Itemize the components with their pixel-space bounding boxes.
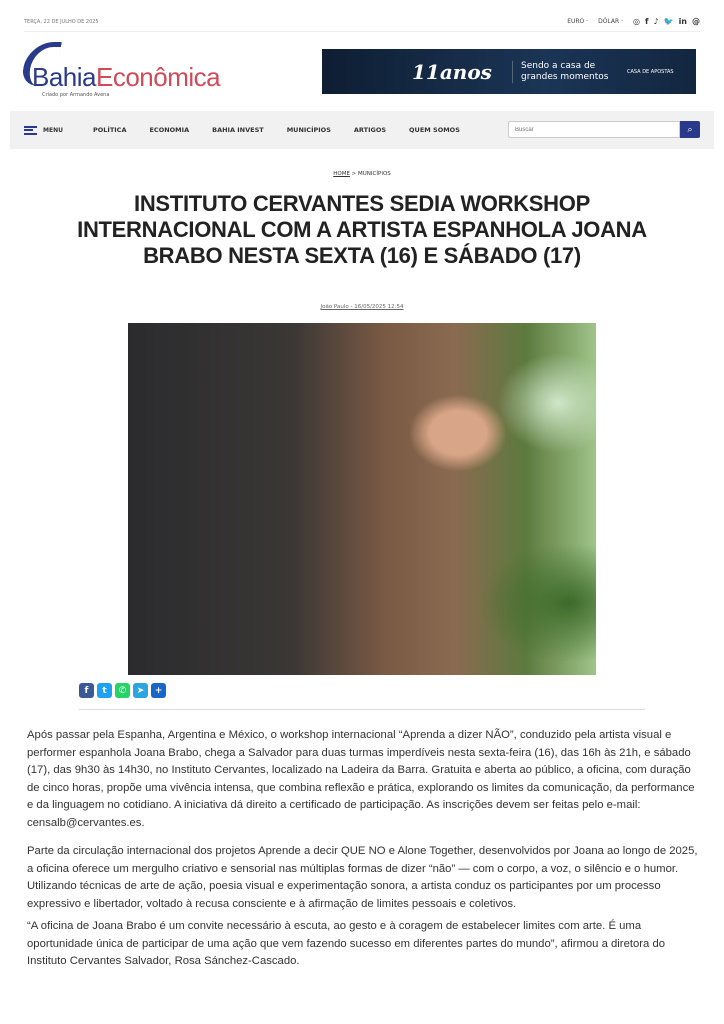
search-input[interactable] [508, 121, 680, 138]
paragraph: Após passar pela Espanha, Argentina e México, o workshop internacional “Aprenda a dizer NÃO”, conduzido pela artista visual e performer espanhola Joana Brabo, chega a Salvador para duas turmas imperdíveis nesta sexta-feira (16), das 16h às 21h, e sábado (17), das 9h30 às 14h30, no Instituto Cervantes, localizado na Ladeira da Barra. Gratuita e aberta ao público, a oficina, com duração de cinco horas, propõe uma vivência intensa, que combina reflexão e prática, explorando os limites da comunicação, da performance e da linguagem no cotidiano. A iniciativa dá direito a certificado de participação. As inscrições devem ser feitas pelo e-mail: censalb@cervantes.es. [27, 729, 695, 829]
instagram-icon[interactable]: ◎ [633, 17, 640, 26]
threads-icon[interactable]: @ [692, 17, 700, 26]
logo-name-bahia: Bahia [32, 62, 96, 92]
search-form [508, 121, 700, 138]
share-bar [79, 683, 166, 698]
article-byline[interactable]: João Paulo - 16/05/2025 12:54 [320, 304, 404, 310]
menu-label: MENU [43, 126, 63, 134]
divider [79, 709, 645, 710]
linkedin-icon[interactable]: in [678, 17, 687, 26]
nav-municipios[interactable]: MUNICÍPIOS [286, 126, 331, 134]
paragraph: Parte da circulação internacional dos projetos Aprende a decir QUE NO e Alone Together, desenvolvidos por Joana ao longo de 2025, a oficina oferece um mergulho criativo e sensorial nas múltiplas formas de dizer “não” — com o corpo, a voz, o silêncio e o humor. Utilizando técnicas de arte de ação, poesia visual e experimentação sonora, a artista conduz os participantes por um processo expressivo e libertador, voltado à recusa consciente e à afirmação de limites pessoais e coletivos. [27, 845, 698, 910]
main-nav [10, 111, 714, 149]
breadcrumb-section[interactable]: MUNICÍPIOS [358, 171, 391, 177]
nav-economia[interactable]: ECONOMIA [149, 126, 190, 134]
menu-button[interactable] [24, 126, 63, 135]
site-logo[interactable] [22, 42, 242, 102]
facebook-icon[interactable]: f [645, 17, 649, 26]
banner-slogan: Sendo a casa de grandes momentos [512, 61, 627, 83]
social-links [633, 17, 700, 26]
banner-anos: 11anos [412, 59, 492, 84]
article-title: INSTITUTO CERVANTES SEDIA WORKSHOP INTERNACIONAL COM A ARTISTA ESPANHOLA JOANA BRABO NESTA SEXTA (16) E SÁBADO (17) [77, 191, 647, 268]
euro-rate[interactable]: EURO · [567, 18, 589, 25]
twitter-icon[interactable]: t [97, 683, 112, 698]
banner-brand: CASA DE APOSTAS [627, 68, 674, 75]
nav-bahia-invest[interactable]: BAHIA INVEST [212, 126, 264, 134]
whatsapp-icon[interactable]: ✆ [115, 683, 130, 698]
telegram-icon[interactable]: ➤ [133, 683, 148, 698]
hamburger-icon [24, 126, 37, 135]
nav-politica[interactable]: POLÍTICA [92, 126, 127, 134]
twitter-icon[interactable]: 🐦 [663, 17, 674, 26]
paragraph: “A oficina de Joana Brabo é um convite necessário à escuta, ao gesto e à coragem de estabelecer limites com arte. É uma oportunidade única de participar de uma ação que vem fazendo sucesso em diferentes partes do mundo”, afirmou a diretora do Instituto Cervantes Salvador, Rosa Sánchez-Cascado. [27, 920, 666, 967]
breadcrumb [0, 171, 724, 177]
dolar-rate[interactable]: DÓLAR · [598, 18, 624, 25]
article-photo [128, 323, 596, 675]
breadcrumb-home[interactable]: HOME [333, 171, 350, 177]
tiktok-icon[interactable]: ♪ [653, 17, 659, 26]
search-icon: ⌕ [687, 124, 693, 135]
share-icon[interactable]: + [151, 683, 166, 698]
current-date: TERÇA, 22 DE JULHO DE 2025 [24, 18, 99, 25]
top-bar [24, 12, 700, 32]
logo-tagline: Criado por Armando Avena [42, 92, 110, 98]
ad-banner[interactable] [322, 49, 696, 94]
article-body [27, 727, 698, 982]
nav-artigos[interactable]: ARTIGOS [353, 126, 387, 134]
facebook-icon[interactable]: f [79, 683, 94, 698]
breadcrumb-separator: > [349, 171, 359, 177]
nav-quem-somos[interactable]: QUEM SOMOS [409, 126, 460, 134]
logo-name-economica: Econômica [96, 62, 221, 92]
search-button[interactable] [680, 121, 700, 138]
